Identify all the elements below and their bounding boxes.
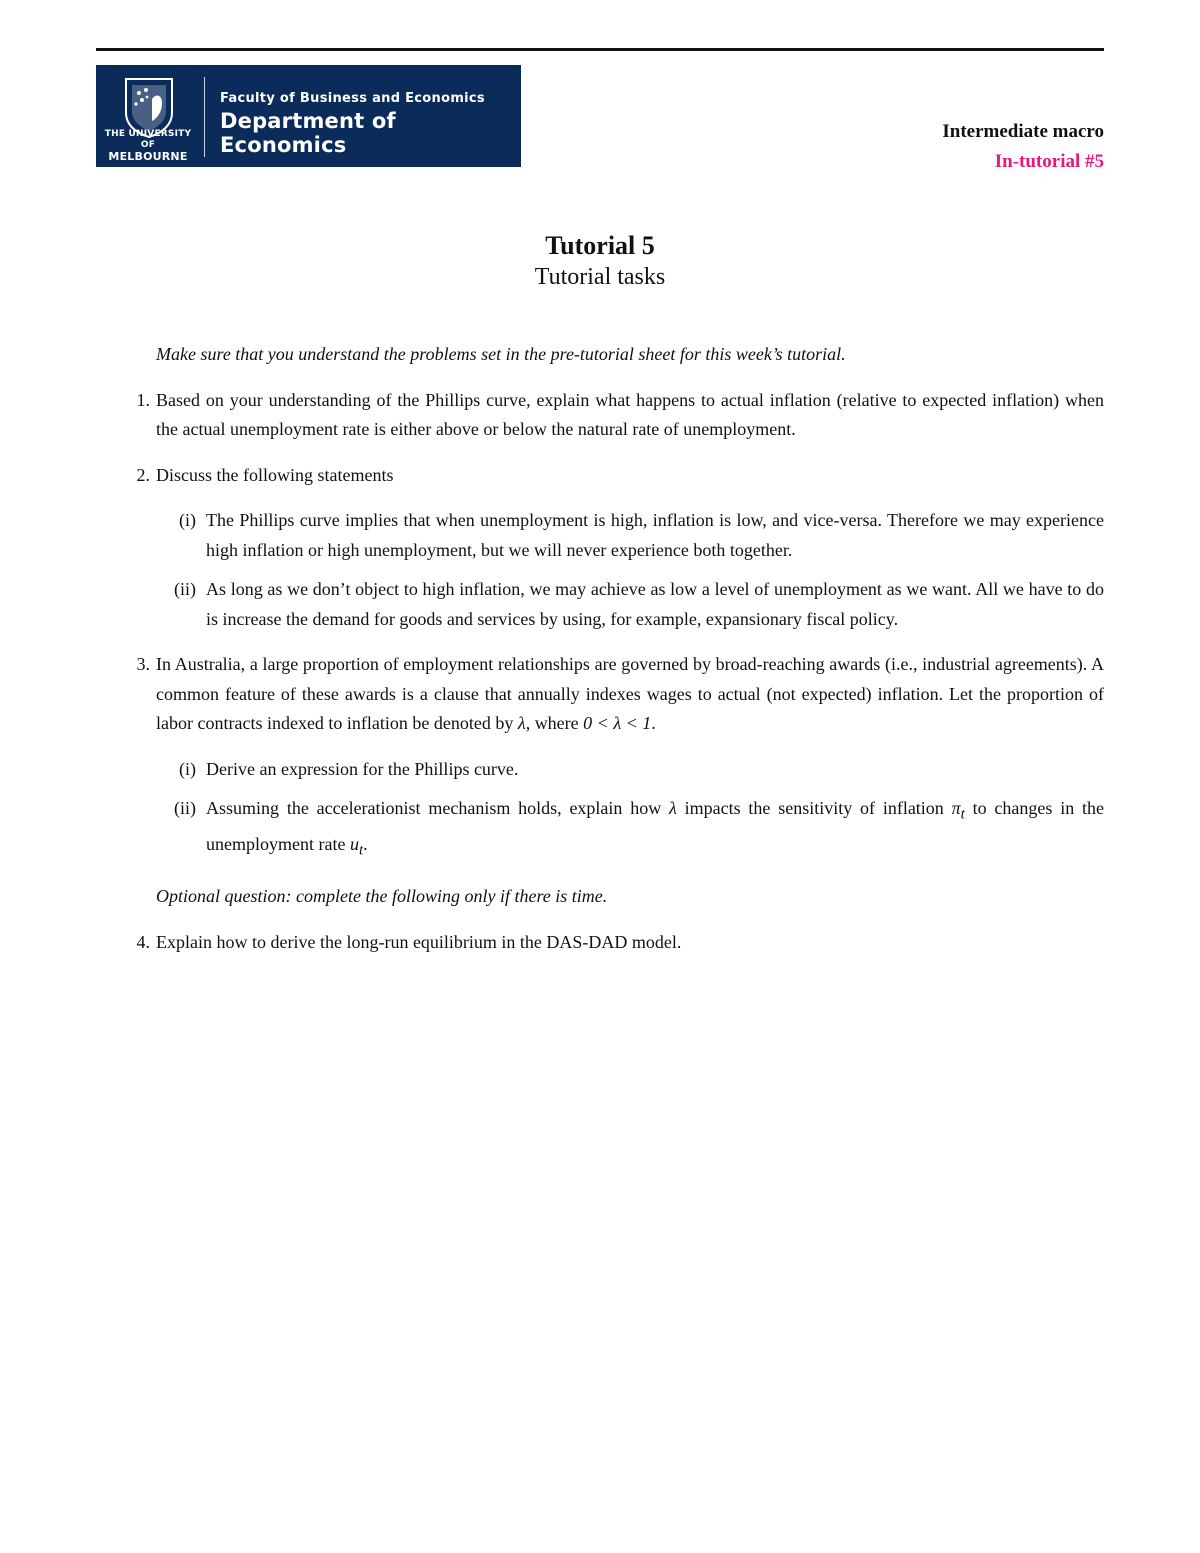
department-name: Department of Economics (220, 109, 396, 157)
text-part: , where (525, 713, 584, 733)
optional-note: Optional question: complete the following only if there is time. (156, 886, 608, 907)
document-title (0, 230, 1200, 292)
text-part: impacts the sensitivity of inflation (676, 798, 952, 818)
lambda-symbol: λ (517, 713, 526, 733)
u-symbol: u (349, 834, 359, 855)
question-3 (96, 650, 1104, 866)
university-line-2: MELBOURNE (108, 150, 188, 163)
university-logo (96, 65, 521, 167)
course-name: Intermediate macro (942, 121, 1104, 142)
university-name (100, 129, 196, 162)
text-part: In Australia, a large proportion of employment relationships are governed by broad-reaching awards (i.e., industrial agreements). A common feature of these awards is a clause that annually indexes wages to actual (not expected) inflation. Let the proportion of labor contracts indexed to inflation be denoted by (156, 654, 1104, 733)
sub-question-text: As long as we don’t object to high inflation, we may achieve as low a level of unemployment as we want. All we have to do is increase the demand for goods and services by using, for example, expansionary fiscal policy. (206, 579, 1104, 629)
lambda-range: 0 < λ < 1 (583, 713, 652, 733)
sub-question (156, 506, 1104, 565)
question-text: Discuss the following statements (156, 464, 394, 485)
question-1 (96, 386, 1104, 445)
faculty-name: Faculty of Business and Economics (220, 91, 485, 106)
subscript-t: t (960, 806, 965, 823)
question-text (156, 654, 1104, 733)
course-subtitle: In-tutorial #5 (994, 151, 1104, 172)
sub-question (156, 794, 1104, 866)
course-info (942, 117, 1104, 177)
sub-question-number: (ii) (174, 579, 196, 599)
text-part: . (363, 834, 368, 855)
text-part: Assuming the accelerationist mechanism holds, explain how (206, 798, 670, 818)
sub-question-number: (ii) (174, 798, 196, 818)
question-2 (96, 461, 1104, 635)
title-sub: Tutorial tasks (534, 264, 666, 290)
sub-question-number: (i) (179, 758, 196, 779)
sub-question-text: The Phillips curve implies that when unemployment is high, inflation is low, and vice-versa. Therefore we may experience high inflation or high unemployment, but we will never experience both together. (206, 510, 1104, 560)
pi-symbol: π (951, 798, 961, 818)
question-number: 1. (136, 389, 150, 410)
instruction: Make sure that you understand the problems set in the pre-tutorial sheet for this week’s tutorial. (156, 344, 846, 364)
sub-question (156, 755, 1104, 785)
top-rule (96, 48, 1104, 51)
question-number: 4. (136, 931, 150, 952)
university-line-1: THE UNIVERSITY OF (104, 129, 192, 150)
text-part: . (651, 713, 656, 733)
question-number: 3. (136, 654, 150, 674)
question-text: Explain how to derive the long-run equilibrium in the DAS-DAD model. (156, 931, 682, 952)
logo-divider (204, 77, 205, 157)
question-number: 2. (136, 464, 150, 485)
subscript-t: t (358, 842, 364, 859)
sub-question (156, 575, 1104, 634)
sub-question-text: Derive an expression for the Phillips curve. (206, 758, 519, 779)
sub-question-text (206, 798, 1105, 859)
lambda-symbol: λ (669, 798, 677, 818)
question-4 (96, 928, 1104, 958)
text-part: to changes in the unemployment rate (206, 798, 1105, 855)
sub-question-number: (i) (179, 510, 196, 530)
document-body (96, 340, 1104, 973)
title-main: Tutorial 5 (545, 231, 655, 260)
question-text: Based on your understanding of the Phillips curve, explain what happens to actual inflation (relative to expected inflation) when the actual unemployment rate is either above or below the natural rate of unemployment. (156, 389, 1104, 439)
